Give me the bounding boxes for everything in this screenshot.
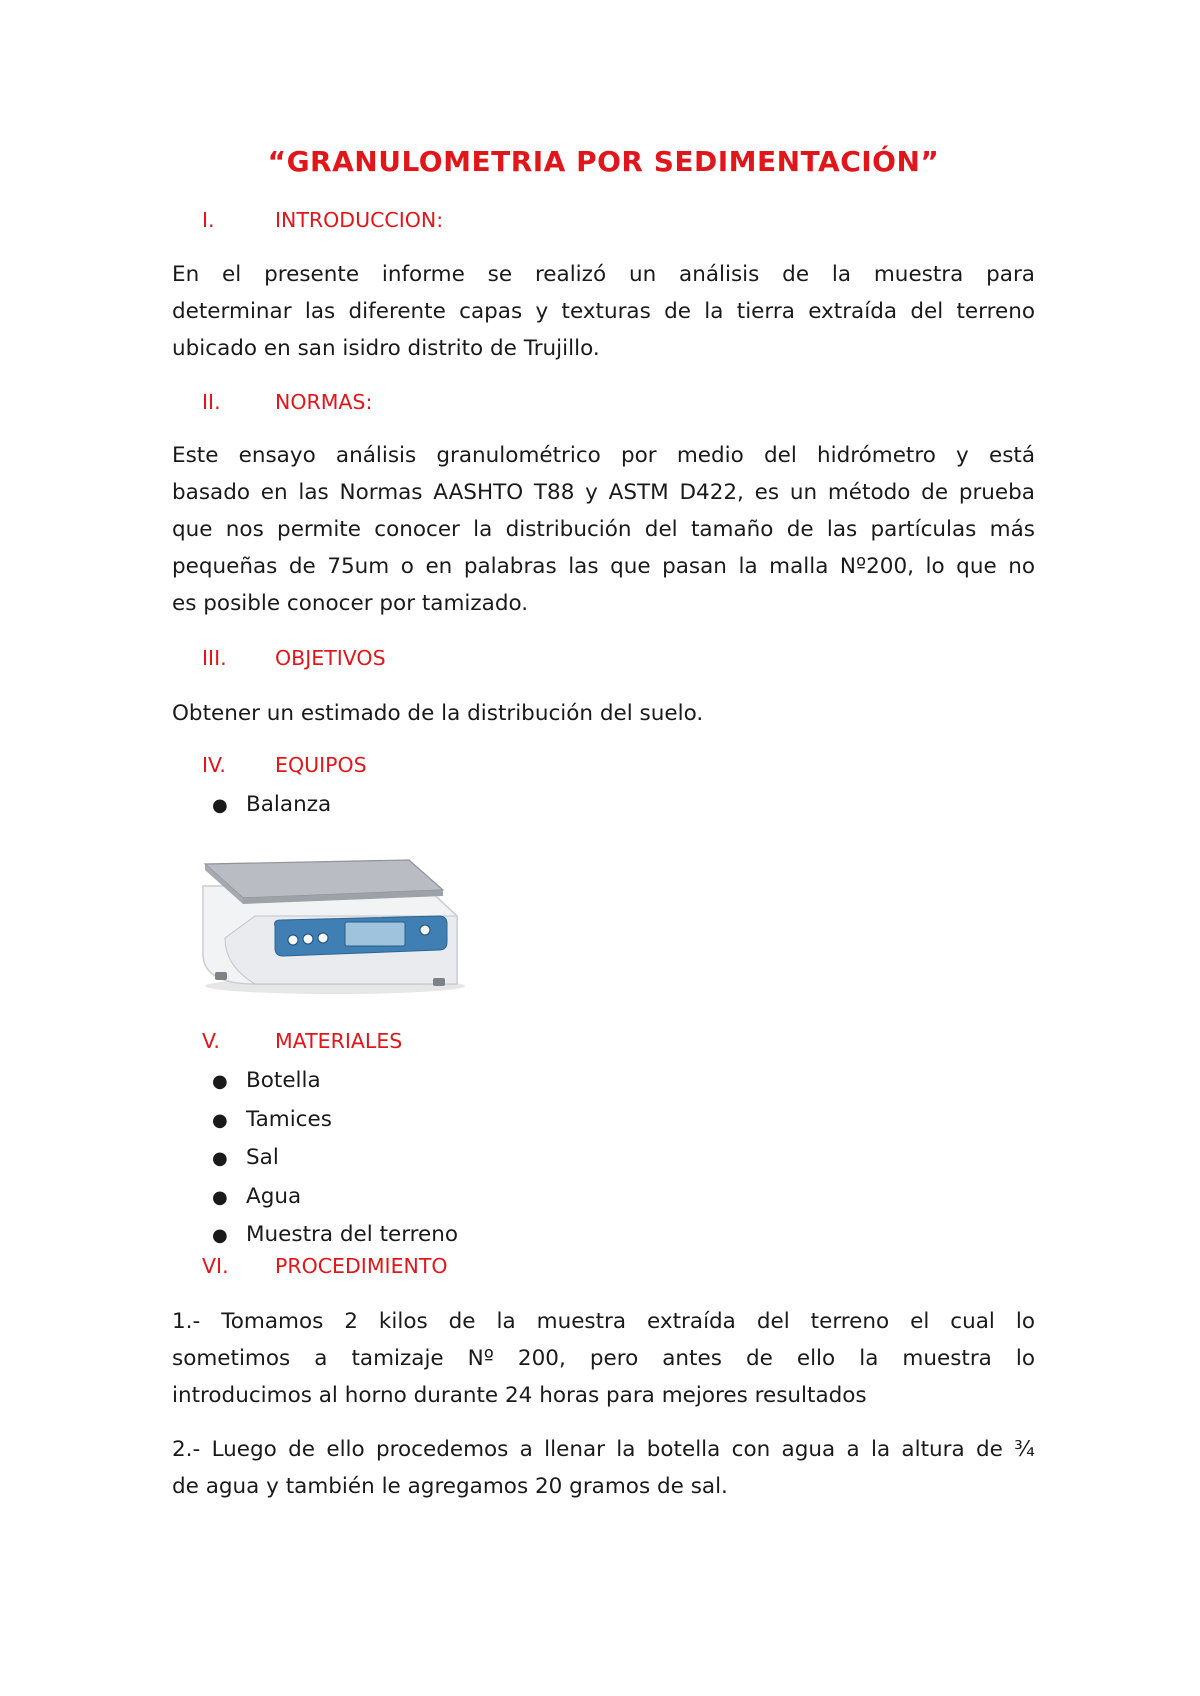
materiales-list — [212, 1062, 458, 1255]
list-item-label: Agua — [246, 1183, 302, 1209]
section-title: NORMAS: — [275, 390, 373, 414]
document-title: “GRANULOMETRIA POR SEDIMENTACIÓN” — [267, 145, 940, 178]
scale-button — [420, 925, 430, 935]
list-item-label: Sal — [246, 1145, 279, 1170]
balanza-image — [195, 846, 475, 996]
section-heading-objetivos — [202, 644, 386, 672]
paragraph-line: 1.- Tomamos 2 kilos de la muestra extraída del terreno el cual lo — [172, 1309, 1035, 1334]
bullet-icon: ● — [212, 1225, 228, 1246]
bullet-icon: ● — [212, 1109, 228, 1131]
paragraph-line: basado en las Normas AASHTO T88 y ASTM D422, es un método de prueba — [172, 480, 1035, 505]
list-item — [212, 1216, 458, 1255]
objetivos-paragraph — [172, 695, 1035, 732]
section-number: III. — [202, 646, 227, 670]
normas-paragraph — [172, 437, 1035, 622]
section-title: PROCEDIMIENTO — [275, 1254, 448, 1278]
section-heading-materiales — [202, 1027, 402, 1055]
section-title: INTRODUCCION: — [275, 208, 444, 232]
list-item — [212, 1178, 458, 1217]
section-number: V. — [202, 1029, 220, 1053]
scale-button — [288, 935, 298, 945]
paragraph-line: es posible conocer por tamizado. — [172, 591, 529, 616]
paragraph-line: En el presente informe se realizó un análisis de la muestra para — [172, 262, 1035, 287]
section-heading-equipos — [202, 751, 367, 779]
bullet-icon: ● — [212, 795, 228, 816]
scale-button — [303, 934, 313, 944]
paragraph-line: Obtener un estimado de la distribución del suelo. — [172, 701, 704, 726]
scale-foot — [433, 978, 445, 986]
bullet-icon: ● — [212, 1186, 228, 1208]
section-title: MATERIALES — [275, 1029, 403, 1053]
paragraph-line: determinar las diferente capas y texturas de la tierra extraída del terreno — [172, 299, 1035, 324]
list-item — [212, 786, 331, 825]
section-title: EQUIPOS — [275, 753, 367, 777]
section-heading-procedimiento — [202, 1252, 448, 1280]
paragraph-line: Este ensayo análisis granulométrico por medio del hidrómetro y está — [172, 443, 1035, 468]
list-item — [212, 1139, 458, 1178]
procedimiento-step-1 — [172, 1303, 1035, 1414]
procedimiento-step-2 — [172, 1431, 1035, 1505]
section-number: I. — [202, 208, 215, 232]
paragraph-line: introducimos al horno durante 24 horas para mejores resultados — [172, 1383, 867, 1408]
introduccion-paragraph — [172, 256, 1035, 367]
scale-foot — [215, 972, 227, 980]
equipos-list — [212, 786, 331, 825]
paragraph-line: sometimos a tamizaje Nº 200, pero antes de ello la muestra lo — [172, 1346, 1035, 1371]
paragraph-line: que nos permite conocer la distribución del tamaño de las partículas más — [172, 517, 1035, 542]
list-item-label: Muestra del terreno — [246, 1222, 459, 1247]
list-item — [212, 1101, 458, 1140]
paragraph-line: de agua y también le agregamos 20 gramos de sal. — [172, 1474, 728, 1499]
section-heading-normas — [202, 388, 372, 416]
paragraph-line: pequeñas de 75um o en palabras las que pasan la malla Nº200, lo que no — [172, 554, 1035, 579]
list-item-label: Tamices — [246, 1106, 332, 1132]
list-item — [212, 1062, 458, 1101]
bullet-icon: ● — [212, 1148, 228, 1169]
section-title: OBJETIVOS — [275, 646, 386, 670]
scale-button — [318, 933, 328, 943]
list-item-label: Botella — [246, 1068, 321, 1093]
section-number: IV. — [202, 753, 226, 777]
paragraph-line: ubicado en san isidro distrito de Trujillo. — [172, 336, 600, 361]
section-number: VI. — [202, 1254, 229, 1278]
paragraph-line: 2.- Luego de ello procedemos a llenar la botella con agua a la altura de ¾ — [172, 1437, 1035, 1462]
list-item-label: Balanza — [246, 792, 332, 817]
scale-display — [345, 922, 405, 946]
section-heading-introduccion — [202, 206, 443, 234]
bullet-icon: ● — [212, 1071, 228, 1092]
section-number: II. — [202, 390, 221, 414]
